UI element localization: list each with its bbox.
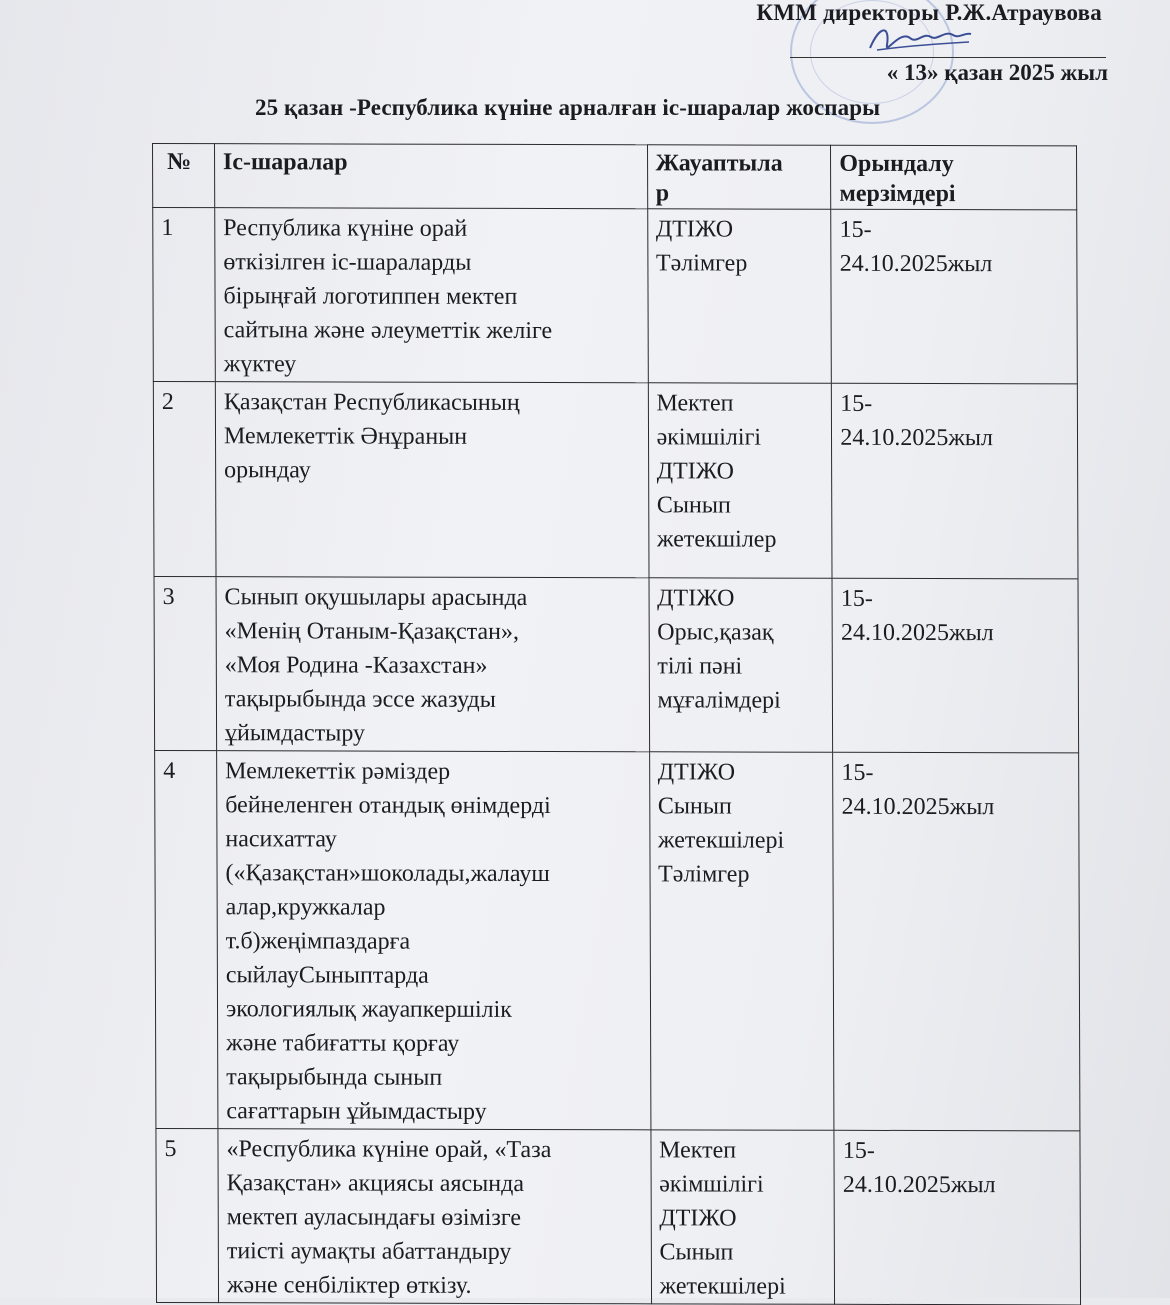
table-header-row — [153, 144, 1077, 210]
header-responsible: Жауаптыла р — [647, 145, 831, 209]
row-activity: Республика күніне орай өткізілген іс-шараларды бірыңғай логотиппен мектеп сайтына және әлеуметтік желіге жүктеу — [215, 208, 648, 383]
row-activity: «Республика күніне орай, «Таза Қазақстан» акциясы аясында мектеп ауласындағы өзімізге тиісті аумақты абаттандыру және сенбіліктер өткізу. — [218, 1129, 651, 1304]
row-responsible: ДТІЖО Орыс,қазақ тілі пәні мұғалімдері — [649, 578, 833, 752]
row-dates: 15- 24.10.2025жыл — [834, 1130, 1080, 1305]
signature-line — [790, 57, 1106, 58]
row-number: 1 — [153, 208, 216, 382]
table-row — [153, 382, 1078, 579]
document-title: 25 қазан -Республика күніне арналған іс-шаралар жоспары — [255, 95, 881, 120]
director-line: КММ директоры Р.Ж.Атраувова — [756, 0, 1102, 25]
row-number: 3 — [154, 577, 217, 751]
approval-date: « 13» қазан 2025 жыл — [886, 60, 1108, 85]
header-number: № — [153, 144, 215, 208]
row-dates: 15- 24.10.2025жыл — [833, 752, 1080, 1131]
table-row — [156, 1129, 1081, 1305]
header-activities: Іс-шаралар — [214, 144, 647, 209]
row-activity: Қазақстан Республикасының Мемлекеттік Әнұранын орындау — [215, 382, 648, 578]
row-responsible: Мектеп әкімшілігі ДТІЖО Сынып жетекшілері — [650, 1130, 834, 1304]
row-responsible: ДТІЖО Тәлімгер — [647, 209, 831, 383]
row-dates: 15- 24.10.2025жыл — [832, 383, 1078, 579]
table-row — [153, 208, 1078, 384]
header-deadlines: Орындалу мерзімдері — [831, 145, 1077, 210]
row-responsible: Мектеп әкімшілігі ДТІЖО Сынып жетекшілер — [648, 383, 832, 578]
row-dates: 15- 24.10.2025жыл — [831, 209, 1077, 384]
row-number: 4 — [155, 751, 218, 1129]
table-row — [155, 751, 1080, 1131]
row-number: 5 — [156, 1129, 219, 1303]
row-activity: Мемлекеттік рәміздер бейнеленген отандық өнімдерді насихаттау («Қазақстан»шоколады,жалауш алар,кружкалар т.б)жеңімпаздарға сыйлауСыныптарда экологиялық жауапкершілік және табиғатты қорғау тақырыбында сынып сағаттарын ұйымдастыру — [217, 751, 651, 1130]
table-row — [154, 577, 1079, 753]
row-dates: 15- 24.10.2025жыл — [832, 578, 1078, 753]
row-responsible: ДТІЖО Сынып жетекшілері Тәлімгер — [649, 752, 834, 1130]
row-number: 2 — [153, 382, 216, 577]
row-activity: Сынып оқушылары арасында «Менің Отаным-Қазақстан», «Моя Родина -Казахстан» тақырыбында эссе жазуды ұйымдастыру — [216, 577, 649, 752]
events-plan-table — [152, 143, 1081, 1305]
signature-icon — [865, 20, 975, 60]
